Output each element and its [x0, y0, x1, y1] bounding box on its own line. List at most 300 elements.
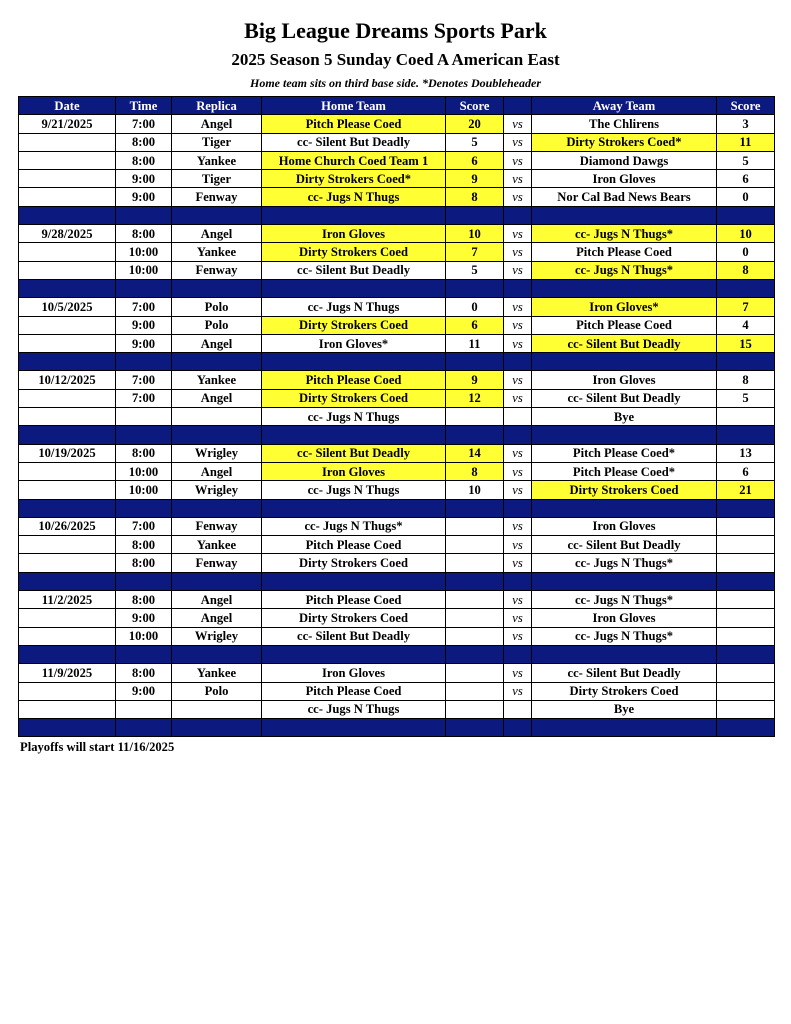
time-cell [116, 700, 172, 718]
separator-cell [532, 206, 717, 224]
home-team-cell: Home Church Coed Team 1 [262, 151, 446, 169]
home-score-cell: 10 [446, 225, 504, 243]
separator-cell [446, 499, 504, 517]
away-team-cell: Iron Gloves [532, 170, 717, 188]
home-team-cell: Dirty Strokers Coed [262, 316, 446, 334]
away-score-cell: 5 [717, 389, 775, 407]
vs-cell: vs [504, 243, 532, 261]
separator-cell [717, 426, 775, 444]
separator-row [19, 206, 775, 224]
separator-cell [446, 353, 504, 371]
away-team-cell: Pitch Please Coed [532, 316, 717, 334]
time-cell: 8:00 [116, 591, 172, 609]
away-score-cell [717, 408, 775, 426]
date-cell [19, 243, 116, 261]
home-team-cell: Iron Gloves* [262, 334, 446, 352]
away-score-cell [717, 517, 775, 535]
home-score-cell: 11 [446, 334, 504, 352]
replica-cell: Angel [172, 115, 262, 133]
time-cell: 8:00 [116, 554, 172, 572]
separator-cell [116, 426, 172, 444]
away-team-cell: Dirty Strokers Coed* [532, 133, 717, 151]
vs-cell: vs [504, 170, 532, 188]
separator-cell [116, 206, 172, 224]
home-team-cell: Iron Gloves [262, 462, 446, 480]
time-cell: 7:00 [116, 115, 172, 133]
separator-cell [504, 279, 532, 297]
date-cell [19, 682, 116, 700]
home-team-cell: Iron Gloves [262, 664, 446, 682]
date-cell: 10/26/2025 [19, 517, 116, 535]
home-team-cell: Pitch Please Coed [262, 682, 446, 700]
separator-cell [19, 572, 116, 590]
time-cell: 9:00 [116, 188, 172, 206]
replica-cell: Fenway [172, 261, 262, 279]
separator-cell [262, 499, 446, 517]
separator-cell [446, 206, 504, 224]
vs-cell: vs [504, 591, 532, 609]
away-team-cell: Dirty Strokers Coed [532, 682, 717, 700]
separator-cell [504, 426, 532, 444]
away-team-cell: cc- Jugs N Thugs* [532, 627, 717, 645]
separator-cell [19, 206, 116, 224]
date-cell [19, 133, 116, 151]
vs-cell: vs [504, 609, 532, 627]
home-team-cell: Dirty Strokers Coed [262, 243, 446, 261]
away-score-cell: 11 [717, 133, 775, 151]
replica-cell: Yankee [172, 371, 262, 389]
separator-row [19, 279, 775, 297]
game-row [19, 334, 775, 352]
date-cell: 11/2/2025 [19, 591, 116, 609]
time-cell: 10:00 [116, 481, 172, 499]
vs-cell: vs [504, 444, 532, 462]
date-cell: 9/28/2025 [19, 225, 116, 243]
separator-cell [172, 353, 262, 371]
separator-row [19, 719, 775, 737]
separator-cell [446, 279, 504, 297]
time-cell: 9:00 [116, 170, 172, 188]
home-team-cell: cc- Silent But Deadly [262, 627, 446, 645]
separator-cell [717, 572, 775, 590]
vs-cell: vs [504, 151, 532, 169]
game-row [19, 261, 775, 279]
away-score-cell: 6 [717, 462, 775, 480]
vs-cell: vs [504, 371, 532, 389]
home-team-cell: Iron Gloves [262, 225, 446, 243]
separator-cell [172, 499, 262, 517]
home-score-cell: 5 [446, 133, 504, 151]
home-score-cell: 0 [446, 298, 504, 316]
time-cell: 8:00 [116, 444, 172, 462]
time-cell: 9:00 [116, 316, 172, 334]
separator-cell [446, 426, 504, 444]
game-row [19, 481, 775, 499]
vs-cell: vs [504, 316, 532, 334]
time-cell: 9:00 [116, 334, 172, 352]
game-row [19, 536, 775, 554]
replica-cell: Angel [172, 389, 262, 407]
replica-cell: Yankee [172, 151, 262, 169]
date-cell [19, 481, 116, 499]
vs-cell: vs [504, 133, 532, 151]
home-team-cell: Dirty Strokers Coed [262, 389, 446, 407]
home-score-cell [446, 536, 504, 554]
replica-cell: Fenway [172, 188, 262, 206]
replica-cell: Yankee [172, 243, 262, 261]
separator-cell [172, 206, 262, 224]
away-team-cell: cc- Jugs N Thugs* [532, 554, 717, 572]
away-score-cell [717, 554, 775, 572]
away-score-cell: 5 [717, 151, 775, 169]
away-team-cell: Bye [532, 700, 717, 718]
date-cell [19, 627, 116, 645]
date-cell [19, 334, 116, 352]
page-title: Big League Dreams Sports Park [244, 18, 547, 43]
separator-cell [19, 353, 116, 371]
separator-cell [172, 426, 262, 444]
home-team-cell: Pitch Please Coed [262, 371, 446, 389]
vs-cell: vs [504, 225, 532, 243]
separator-cell [19, 645, 116, 663]
home-team-cell: Pitch Please Coed [262, 536, 446, 554]
separator-cell [504, 353, 532, 371]
game-row [19, 444, 775, 462]
home-score-cell [446, 609, 504, 627]
home-score-cell: 6 [446, 151, 504, 169]
away-team-cell: cc- Jugs N Thugs* [532, 261, 717, 279]
game-row [19, 298, 775, 316]
separator-cell [19, 499, 116, 517]
replica-cell: Wrigley [172, 627, 262, 645]
vs-cell: vs [504, 389, 532, 407]
away-team-cell: Pitch Please Coed [532, 243, 717, 261]
away-team-cell: Dirty Strokers Coed [532, 481, 717, 499]
separator-cell [19, 426, 116, 444]
vs-cell: vs [504, 517, 532, 535]
away-team-cell: cc- Silent But Deadly [532, 334, 717, 352]
separator-cell [532, 719, 717, 737]
home-score-cell [446, 682, 504, 700]
away-score-cell [717, 682, 775, 700]
vs-cell: vs [504, 627, 532, 645]
vs-cell: vs [504, 664, 532, 682]
separator-cell [172, 719, 262, 737]
away-team-cell: Iron Gloves* [532, 298, 717, 316]
home-team-cell: cc- Jugs N Thugs [262, 408, 446, 426]
time-cell: 7:00 [116, 371, 172, 389]
date-cell: 10/5/2025 [19, 298, 116, 316]
time-cell: 10:00 [116, 261, 172, 279]
time-cell: 8:00 [116, 664, 172, 682]
separator-cell [262, 572, 446, 590]
vs-cell: vs [504, 115, 532, 133]
replica-cell: Angel [172, 609, 262, 627]
vs-cell: vs [504, 462, 532, 480]
separator-cell [504, 572, 532, 590]
separator-cell [116, 572, 172, 590]
date-cell [19, 389, 116, 407]
time-cell: 10:00 [116, 462, 172, 480]
col-header-date: Date [19, 97, 116, 115]
header-row [19, 97, 775, 115]
replica-cell [172, 408, 262, 426]
home-team-cell: cc- Jugs N Thugs* [262, 517, 446, 535]
time-cell: 9:00 [116, 682, 172, 700]
separator-cell [532, 426, 717, 444]
separator-row [19, 572, 775, 590]
date-cell: 11/9/2025 [19, 664, 116, 682]
replica-cell: Yankee [172, 536, 262, 554]
away-team-cell: Iron Gloves [532, 517, 717, 535]
game-row [19, 225, 775, 243]
vs-cell [504, 408, 532, 426]
game-row [19, 151, 775, 169]
away-score-cell: 15 [717, 334, 775, 352]
col-header-home-score: Score [446, 97, 504, 115]
home-score-cell [446, 554, 504, 572]
time-cell: 7:00 [116, 298, 172, 316]
away-score-cell [717, 627, 775, 645]
away-score-cell [717, 591, 775, 609]
separator-cell [446, 719, 504, 737]
replica-cell: Angel [172, 225, 262, 243]
separator-cell [532, 645, 717, 663]
home-score-cell: 7 [446, 243, 504, 261]
vs-cell: vs [504, 481, 532, 499]
date-cell [19, 151, 116, 169]
separator-cell [532, 279, 717, 297]
replica-cell: Polo [172, 682, 262, 700]
home-team-cell: Dirty Strokers Coed* [262, 170, 446, 188]
vs-cell: vs [504, 188, 532, 206]
game-row [19, 462, 775, 480]
away-score-cell [717, 664, 775, 682]
home-team-cell: cc- Jugs N Thugs [262, 188, 446, 206]
away-team-cell: Nor Cal Bad News Bears [532, 188, 717, 206]
game-row [19, 389, 775, 407]
vs-cell: vs [504, 682, 532, 700]
away-score-cell [717, 700, 775, 718]
replica-cell: Polo [172, 298, 262, 316]
away-team-cell: The Chlirens [532, 115, 717, 133]
away-team-cell: cc- Jugs N Thugs* [532, 225, 717, 243]
game-row [19, 408, 775, 426]
separator-cell [532, 572, 717, 590]
separator-cell [262, 206, 446, 224]
away-team-cell: Pitch Please Coed* [532, 444, 717, 462]
away-score-cell [717, 609, 775, 627]
separator-cell [717, 279, 775, 297]
separator-cell [717, 353, 775, 371]
game-row [19, 591, 775, 609]
away-score-cell [717, 536, 775, 554]
time-cell: 10:00 [116, 627, 172, 645]
away-score-cell: 3 [717, 115, 775, 133]
away-team-cell: cc- Silent But Deadly [532, 389, 717, 407]
away-score-cell: 8 [717, 371, 775, 389]
separator-cell [172, 279, 262, 297]
replica-cell [172, 700, 262, 718]
home-score-cell [446, 700, 504, 718]
replica-cell: Angel [172, 462, 262, 480]
col-header-away-team: Away Team [532, 97, 717, 115]
replica-cell: Yankee [172, 664, 262, 682]
home-team-cell: Pitch Please Coed [262, 591, 446, 609]
separator-cell [717, 645, 775, 663]
separator-cell [717, 719, 775, 737]
home-score-cell: 14 [446, 444, 504, 462]
game-row [19, 664, 775, 682]
separator-cell [446, 645, 504, 663]
home-score-cell: 6 [446, 316, 504, 334]
col-header-home-team: Home Team [262, 97, 446, 115]
away-score-cell: 10 [717, 225, 775, 243]
separator-cell [262, 719, 446, 737]
page-subtitle: 2025 Season 5 Sunday Coed A American East [231, 50, 560, 69]
game-row [19, 627, 775, 645]
replica-cell: Fenway [172, 554, 262, 572]
separator-row [19, 353, 775, 371]
away-score-cell: 4 [717, 316, 775, 334]
col-header-away-score: Score [717, 97, 775, 115]
game-row [19, 517, 775, 535]
away-team-cell: Pitch Please Coed* [532, 462, 717, 480]
date-cell [19, 188, 116, 206]
vs-cell: vs [504, 554, 532, 572]
separator-cell [717, 206, 775, 224]
home-score-cell: 8 [446, 188, 504, 206]
home-score-cell: 12 [446, 389, 504, 407]
home-team-cell: Dirty Strokers Coed [262, 609, 446, 627]
time-cell: 9:00 [116, 609, 172, 627]
time-cell: 7:00 [116, 389, 172, 407]
away-team-cell: Bye [532, 408, 717, 426]
away-score-cell: 6 [717, 170, 775, 188]
separator-cell [19, 279, 116, 297]
separator-cell [262, 426, 446, 444]
date-cell [19, 462, 116, 480]
date-cell [19, 536, 116, 554]
separator-cell [504, 719, 532, 737]
separator-cell [504, 206, 532, 224]
replica-cell: Angel [172, 591, 262, 609]
replica-cell: Wrigley [172, 444, 262, 462]
game-row [19, 170, 775, 188]
col-header-vs [504, 97, 532, 115]
replica-cell: Tiger [172, 170, 262, 188]
time-cell: 8:00 [116, 225, 172, 243]
separator-cell [262, 645, 446, 663]
home-score-cell [446, 627, 504, 645]
home-score-cell [446, 517, 504, 535]
away-score-cell: 7 [717, 298, 775, 316]
col-header-replica: Replica [172, 97, 262, 115]
home-team-cell: cc- Jugs N Thugs [262, 481, 446, 499]
date-cell [19, 554, 116, 572]
home-score-cell: 8 [446, 462, 504, 480]
home-score-cell [446, 591, 504, 609]
date-cell: 9/21/2025 [19, 115, 116, 133]
separator-cell [116, 499, 172, 517]
separator-cell [262, 353, 446, 371]
separator-cell [19, 719, 116, 737]
away-score-cell: 13 [717, 444, 775, 462]
home-team-cell: cc- Silent But Deadly [262, 444, 446, 462]
separator-cell [504, 645, 532, 663]
separator-row [19, 426, 775, 444]
home-score-cell [446, 664, 504, 682]
separator-cell [172, 572, 262, 590]
game-row [19, 115, 775, 133]
replica-cell: Wrigley [172, 481, 262, 499]
separator-cell [172, 645, 262, 663]
away-team-cell: Diamond Dawgs [532, 151, 717, 169]
separator-cell [262, 279, 446, 297]
home-score-cell [446, 408, 504, 426]
vs-cell: vs [504, 261, 532, 279]
away-team-cell: cc- Silent But Deadly [532, 536, 717, 554]
vs-cell: vs [504, 334, 532, 352]
replica-cell: Polo [172, 316, 262, 334]
home-score-cell: 20 [446, 115, 504, 133]
game-row [19, 188, 775, 206]
game-row [19, 243, 775, 261]
time-cell: 10:00 [116, 243, 172, 261]
home-team-cell: cc- Jugs N Thugs [262, 298, 446, 316]
separator-cell [116, 353, 172, 371]
home-team-cell: cc- Jugs N Thugs [262, 700, 446, 718]
date-cell [19, 261, 116, 279]
home-score-cell: 5 [446, 261, 504, 279]
separator-cell [532, 499, 717, 517]
away-team-cell: Iron Gloves [532, 609, 717, 627]
page-note: Home team sits on third base side. *Denotes Doubleheader [250, 76, 541, 90]
game-row [19, 682, 775, 700]
separator-cell [116, 279, 172, 297]
time-cell: 8:00 [116, 151, 172, 169]
away-score-cell: 8 [717, 261, 775, 279]
away-team-cell: cc- Silent But Deadly [532, 664, 717, 682]
away-team-cell: cc- Jugs N Thugs* [532, 591, 717, 609]
time-cell: 8:00 [116, 536, 172, 554]
date-cell: 10/19/2025 [19, 444, 116, 462]
replica-cell: Tiger [172, 133, 262, 151]
home-team-cell: cc- Silent But Deadly [262, 133, 446, 151]
separator-cell [717, 499, 775, 517]
vs-cell: vs [504, 298, 532, 316]
separator-cell [532, 353, 717, 371]
date-cell: 10/12/2025 [19, 371, 116, 389]
game-row [19, 371, 775, 389]
separator-row [19, 645, 775, 663]
home-score-cell: 10 [446, 481, 504, 499]
schedule-table [18, 96, 775, 737]
time-cell [116, 408, 172, 426]
footer-note: Playoffs will start 11/16/2025 [20, 740, 175, 754]
separator-row [19, 499, 775, 517]
home-score-cell: 9 [446, 371, 504, 389]
vs-cell [504, 700, 532, 718]
game-row [19, 316, 775, 334]
game-row [19, 133, 775, 151]
game-row [19, 554, 775, 572]
home-team-cell: cc- Silent But Deadly [262, 261, 446, 279]
col-header-time: Time [116, 97, 172, 115]
home-team-cell: Pitch Please Coed [262, 115, 446, 133]
game-row [19, 609, 775, 627]
replica-cell: Fenway [172, 517, 262, 535]
